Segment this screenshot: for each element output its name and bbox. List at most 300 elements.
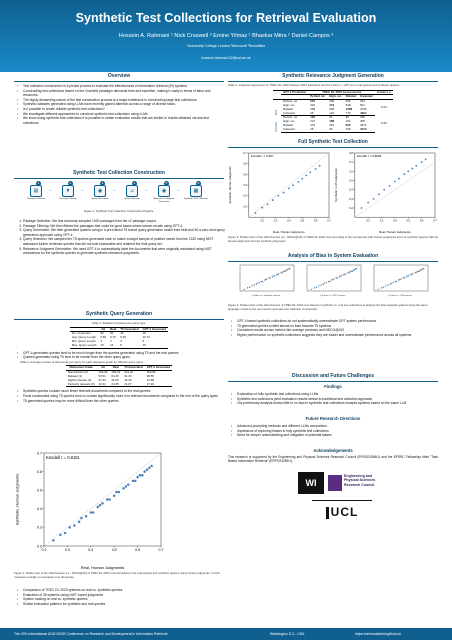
subfigure-caption: (a) Bias vs. Synthetic queries xyxy=(251,295,281,297)
table-cell: 1358 xyxy=(345,106,353,111)
data-point xyxy=(132,480,135,483)
data-point xyxy=(353,270,354,271)
table-cell: 21.88 xyxy=(146,377,154,382)
data-point xyxy=(378,193,380,195)
data-point xyxy=(274,275,275,276)
data-point xyxy=(361,207,363,209)
data-point xyxy=(297,181,299,183)
data-point xyxy=(390,284,391,285)
data-point xyxy=(407,275,408,276)
x-tick-label: 0.3 xyxy=(273,219,278,223)
data-point xyxy=(262,281,263,282)
data-point xyxy=(59,534,62,537)
kendall-annotation: Kendall τ = 0.857 xyxy=(250,154,274,159)
x-tick-label: 0.7 xyxy=(327,219,331,223)
data-point xyxy=(278,273,279,274)
data-point xyxy=(331,279,332,280)
y-tick-label: 0.2 xyxy=(37,544,42,549)
kendall-annotation: Kendall τ = 0.8151 xyxy=(46,454,80,460)
data-point xyxy=(422,269,423,270)
database-icon: ▤ xyxy=(30,185,42,197)
table-cell: 501 xyxy=(360,102,365,107)
table-cell: 597 xyxy=(310,99,316,104)
author-list: Hossein A. Rahmani ¹ Nick Craswell ² Emine Yilmaz ¹ Bhaskar Mitra ² Daniel Campos ³ xyxy=(118,33,334,39)
data-point xyxy=(283,271,284,272)
list-item: • Queries generated using T5 tend to be shorter than the other query types. xyxy=(23,355,224,360)
table-cell: 51 xyxy=(110,331,114,336)
bias-plot-llm xyxy=(370,264,430,294)
data-point xyxy=(394,181,396,183)
section-title: Synthetic Test Collection Construction xyxy=(14,169,224,179)
table-header: GPT-4 Prediction xyxy=(283,89,307,94)
pool-findings-list xyxy=(14,389,224,403)
figure-2-scatter xyxy=(14,450,164,570)
logo-text: Research Council xyxy=(344,482,375,487)
data-point xyxy=(136,476,139,479)
table-cell: 122 xyxy=(327,112,343,116)
list-item: • Constructing test collections based on the Cranfield paradigm demands time and expertise, making it costly in terms of labor and resources. xyxy=(23,89,224,98)
list-item: 1. Passage Selection: We first randomly sampled 1000 passages from the v2 passage corpus. xyxy=(23,219,228,224)
table-cell: Max. Query Length xyxy=(71,342,97,347)
x-tick-label: 0.5 xyxy=(406,219,411,223)
x-tick-label: 0.4 xyxy=(393,219,397,223)
conference-name: The 47th International ACM SIGIR Conference on Research and Development in Information Retrieval xyxy=(14,632,168,636)
list-item: • Comparison of TREC DL 2023 systems on real vs. synthetic queries xyxy=(23,588,228,593)
table-cell: Perfect. rel. xyxy=(283,115,298,120)
table-cell: 170 xyxy=(310,122,316,127)
list-item: • Synthetic datasets generated using LLMs have recently gained attention across a range of diverse tasks. xyxy=(23,102,224,107)
table-cell: Nonrelevant (0) xyxy=(67,370,88,375)
data-point xyxy=(113,495,116,498)
table-cell: 164.88 xyxy=(146,370,156,375)
x-axis-label: Real, Human Judgments xyxy=(379,230,411,234)
table-cell: 31.20 xyxy=(124,373,132,378)
robot-icon: ◉ xyxy=(158,185,170,197)
data-point xyxy=(399,279,400,280)
data-point xyxy=(287,269,288,270)
x-tick-label: 0.6 xyxy=(313,219,318,223)
table-header: Real xyxy=(109,366,122,371)
step-number: 1 xyxy=(37,181,40,185)
table-header: GPT-4 Generated xyxy=(146,365,171,370)
data-point xyxy=(414,272,415,273)
construction-steps-list xyxy=(14,219,228,256)
y-axis-label: Synthetic, Human Judgments xyxy=(14,473,20,526)
table-cell: 4 xyxy=(120,338,122,343)
construction-section xyxy=(14,169,225,256)
y-tick-label: 0.3 xyxy=(349,197,353,201)
data-point xyxy=(367,202,369,204)
data-point xyxy=(332,279,333,280)
table-cell: 25 xyxy=(308,112,327,116)
data-point xyxy=(286,270,287,271)
data-point xyxy=(148,467,151,470)
bias-plot-synthetic xyxy=(236,264,296,294)
x-tick-label: 0.3 xyxy=(379,219,384,223)
data-point xyxy=(412,273,413,274)
data-point xyxy=(352,271,353,272)
pipeline-step xyxy=(22,181,50,201)
data-point xyxy=(400,278,401,279)
bias-findings-list xyxy=(228,319,442,337)
author-url[interactable]: https://rahmanidashti.github.io/ xyxy=(355,632,402,636)
data-point xyxy=(272,199,274,201)
table-cell: 21.07 xyxy=(122,383,144,387)
table-cell: 305 xyxy=(360,119,365,124)
sponsor-logos xyxy=(298,472,438,528)
data-point xyxy=(141,474,144,477)
pipeline-diagram xyxy=(22,181,212,207)
table-cell: 770 xyxy=(344,112,358,116)
x-axis-label: Real, Human Judgments xyxy=(80,565,125,570)
ucl-logo xyxy=(312,500,372,523)
table-cell: Related xyxy=(283,122,293,127)
poster-footer xyxy=(0,628,452,640)
table-cell: 15 xyxy=(120,331,124,336)
data-point xyxy=(280,272,281,273)
data-point xyxy=(420,270,421,271)
table-caption: Table 3. Judgment agreement on TREC DL 2023 between NIST assessors and the LLM (i.e., GPT-4) on real queries and synthetic queries. xyxy=(228,83,400,87)
table-cell: 2736 xyxy=(360,106,367,111)
table-cell: 496 xyxy=(345,99,351,104)
epsrc-logo xyxy=(344,474,414,487)
table-cell: 298 xyxy=(310,106,316,111)
y-tick-label: 0.6 xyxy=(349,170,353,174)
collection-icon: ▦ xyxy=(190,185,202,197)
data-point xyxy=(337,277,338,278)
data-point xyxy=(277,274,278,275)
list-item: • We investigate different approaches to construct synthetic test collections using LLMs. xyxy=(23,112,224,117)
step-number: 3 xyxy=(101,181,104,185)
data-point xyxy=(52,539,55,542)
discussion-section xyxy=(228,372,438,438)
table-caption: Table 1. Statistics of queries per query type. xyxy=(91,321,147,325)
list-item: 3. Query Generation: We then generated queries using in a pre-trained T5 based query generation model from field and 50 a zero-shot query generation approach using GPT-4. xyxy=(23,228,228,237)
table-cell: 164 xyxy=(310,115,316,120)
data-point xyxy=(265,279,266,280)
table-cell: Min. Query Length xyxy=(71,338,96,343)
data-point xyxy=(417,271,418,272)
list-item: • T5 generated queries exhibit almost no bias towards T5 systems xyxy=(237,324,442,329)
data-point xyxy=(416,272,417,273)
data-point xyxy=(387,285,388,286)
data-point xyxy=(381,287,382,288)
step-label: Query Generation xyxy=(91,198,109,200)
relevance-grade-table xyxy=(66,365,172,387)
section-title: Overview xyxy=(14,72,224,82)
data-point xyxy=(108,498,111,501)
list-item: • GPT-4 generated queries tend to be much longer than the queries generated using T5 and the real queries xyxy=(23,351,224,356)
list-item: • Advanced prompting methods and different LLMs comparison xyxy=(237,424,442,429)
y-tick-label: 0.2 xyxy=(349,206,353,210)
logo-text: Engineering and xyxy=(344,474,373,478)
arrow-icon: → xyxy=(47,187,52,193)
query-generation-section xyxy=(14,310,224,606)
table-cell: 548 xyxy=(329,106,335,111)
list-item: 4. Query Selection: We sampled the T5 queries generated each to match a target sample of positive seeds from the 2022 using NIST assessors further reviewed queries that did not look reasonable and retained the final query set. xyxy=(23,237,228,246)
y-axis-label: Synthetic, LLM Judgments xyxy=(334,168,339,202)
subsection-title: Acknowledgements xyxy=(313,448,353,453)
y-tick-label: 0.3 xyxy=(243,194,247,198)
data-point xyxy=(68,526,71,529)
step-label: Synthetic Test Collection xyxy=(184,198,208,200)
data-point xyxy=(257,283,258,284)
data-point xyxy=(150,465,153,468)
table-cell: 150 xyxy=(360,115,365,120)
data-point xyxy=(326,282,327,283)
table-cell: 695 xyxy=(345,122,351,127)
data-point xyxy=(419,271,420,272)
section-title: Synthetic Relevance Judgment Generation xyxy=(228,72,438,82)
data-point xyxy=(311,289,312,290)
table-header: TREC DL 2023 Assessments xyxy=(308,90,375,95)
table-cell: 4964 xyxy=(358,112,375,116)
conference-location: Washington D.C., USA xyxy=(270,632,305,636)
list-item: • Synthetic queries contain much fewer relevant documents compared to the real queries xyxy=(23,389,224,394)
step-number: 4 xyxy=(133,181,136,185)
table-cell: 80 xyxy=(345,115,349,120)
kendall-annotation: Kendall τ = 0.8968 xyxy=(356,154,382,159)
data-point xyxy=(355,269,356,270)
figure-caption: Figure 4. Scatter plots of the effectiveness of TREC DL 2023 runs based on synthetic vs. real test collections to analyze the bias towards systems using the same language model as the one used to generate test collection construction. xyxy=(228,303,428,311)
acknowledgements-section xyxy=(228,448,438,519)
step-label: Passage Selection xyxy=(26,198,46,200)
list-item: • The highly demanding nature of the test construction process is a major bottleneck in constructing large test collections. xyxy=(23,98,224,103)
arrow-icon: → xyxy=(79,187,84,193)
data-point xyxy=(418,271,419,272)
data-point xyxy=(393,282,394,283)
data-point xyxy=(253,285,254,286)
list-item: • Higher performance on synthetic collections suggests they are easier and overestimate performance across all systems xyxy=(237,333,442,338)
list-item: 5. Relevance Judgment Generation: We used GPT-4 to automatically label the documents that were originally annotated using NIST annotations for the synthetic queries to generate synthetic relevance judgments. xyxy=(23,247,228,256)
data-point xyxy=(423,268,424,269)
table-header: Cohen's κ xyxy=(377,89,391,94)
data-point xyxy=(266,278,267,279)
table-cell: 24.35 xyxy=(109,383,122,387)
overview-list xyxy=(14,84,224,125)
table-cell: 2 xyxy=(110,338,112,343)
x-tick-label: 0.7 xyxy=(158,548,164,553)
data-point xyxy=(323,284,324,285)
table-cell: 25 xyxy=(308,128,327,132)
data-point xyxy=(277,195,279,197)
data-point xyxy=(415,165,417,167)
table-header: Real xyxy=(110,326,117,331)
table-cell: 22.31 xyxy=(97,383,110,387)
subfigure-caption: (b) Bias vs. T5/T5 queries xyxy=(320,295,346,297)
plot-area xyxy=(355,153,435,217)
data-point xyxy=(404,277,405,278)
data-point xyxy=(261,281,262,282)
x-tick-label: 0.2 xyxy=(366,219,370,223)
table-cell: High. rel. xyxy=(283,102,295,107)
data-point xyxy=(285,271,286,272)
data-point xyxy=(319,165,321,167)
query-findings-list xyxy=(14,351,224,360)
list-item: • We show using synthetic test collections it is possible to obtain evaluation results that are similar to results obtained via real test collections. xyxy=(23,116,224,125)
data-point xyxy=(425,159,427,161)
list-item: • Pools constructed using T5 queries tend to contain significantly more non-relevant documents compared to the rest of the query types xyxy=(23,394,224,399)
data-point xyxy=(343,274,344,275)
data-point xyxy=(267,203,269,205)
table-cell: 301 xyxy=(329,122,335,127)
findings-list xyxy=(228,392,442,406)
section-title: Discussion and Future Challenges xyxy=(228,372,438,382)
table-header: GPT-4 Generated xyxy=(142,326,167,331)
data-point xyxy=(344,274,345,275)
y-tick-label: 0.6 xyxy=(243,162,247,166)
data-point xyxy=(403,173,405,175)
y-tick-label: 0.4 xyxy=(243,184,247,188)
pipeline-step xyxy=(86,181,114,201)
pipeline-step xyxy=(118,181,146,201)
table-header xyxy=(273,95,281,100)
data-point xyxy=(336,277,337,278)
data-point xyxy=(349,272,350,273)
table-cell: 6 xyxy=(142,338,145,343)
data-point xyxy=(410,274,411,275)
data-point xyxy=(272,276,273,277)
data-point xyxy=(328,281,329,282)
data-point xyxy=(283,192,285,194)
table-cell: 473 xyxy=(329,102,335,107)
x-tick-label: 0.3 xyxy=(64,548,70,553)
data-point xyxy=(101,502,104,505)
data-point xyxy=(378,289,379,290)
data-point xyxy=(261,207,263,209)
data-point xyxy=(73,524,76,527)
y-tick-label: 0.4 xyxy=(349,188,353,192)
bias-plot-t5 xyxy=(303,264,363,294)
arrow-icon: → xyxy=(111,187,116,193)
data-point xyxy=(273,275,274,276)
data-point xyxy=(391,283,392,284)
table-cell: Perfectly relevant (3) xyxy=(67,381,95,386)
table-cell: 51 xyxy=(329,115,333,120)
x-tick-label: 0.2 xyxy=(41,548,47,553)
data-point xyxy=(385,285,386,286)
filter-icon: ▼ xyxy=(62,185,74,197)
table-cell: 648 xyxy=(345,102,351,107)
affiliations: ¹University College London ²Microsoft ³Snowflake xyxy=(186,44,266,48)
data-point xyxy=(305,175,307,177)
data-point xyxy=(398,178,400,180)
data-point xyxy=(396,281,397,282)
table-cell: 15 xyxy=(141,344,168,348)
figure-3b-scatter xyxy=(334,150,438,234)
table-cell: 82 xyxy=(100,331,104,336)
table-header: Relevance Grade xyxy=(66,366,97,371)
table-cell: 168 xyxy=(344,128,358,132)
comparison-list xyxy=(14,588,228,606)
step-number: 5 xyxy=(165,181,168,185)
data-point xyxy=(383,287,384,288)
figure-caption: Figure 1. Synthetic Test Collection Construction Pipeline. xyxy=(83,209,155,213)
table-cell: 16 xyxy=(142,331,146,336)
data-point xyxy=(106,498,109,501)
figure-caption: Figure 2. Scatter plot of the effectiveness (i.e., NDCG@10) of TREC DL 2023 runs according to the real queries and synthetic queries using human judgments. In both measures a single run averaged over all queries. xyxy=(14,571,220,579)
data-point xyxy=(115,491,118,494)
data-point xyxy=(269,277,270,278)
data-point xyxy=(314,287,315,288)
list-item: • Evaluation of 35 systems using NIST expert judgments xyxy=(23,593,228,598)
list-item: • Importance of exploring biases in fully synthetic test collections xyxy=(237,429,442,434)
data-point xyxy=(345,273,346,274)
contact-email[interactable]: hossein.rahmani.22@ucl.ac.uk xyxy=(201,56,251,60)
table-cell: 322 xyxy=(310,102,316,107)
group-label: Real xyxy=(275,110,279,116)
table-header: All xyxy=(98,327,108,332)
y-tick-label: 0.6 xyxy=(37,469,42,474)
x-tick-label: 0.6 xyxy=(135,548,141,553)
table-row xyxy=(66,383,172,387)
bias-plots xyxy=(228,264,438,300)
table-header: Related xyxy=(345,94,357,99)
plot-area xyxy=(44,453,161,546)
step-label: Query Selection xyxy=(124,198,140,200)
table-cell: 38.55 xyxy=(146,373,154,378)
table-cell: 5.76 xyxy=(110,335,116,340)
list-item: • Similar evaluation patterns for synthetic and real queries xyxy=(23,602,228,607)
data-point xyxy=(282,272,283,273)
list-item: • Synthetic test collections yield evaluation results similar to traditional test collection approach xyxy=(237,397,442,402)
y-axis-label: Synthetic, Human Judgments xyxy=(228,166,233,204)
table-cell: High. rel. xyxy=(283,119,295,124)
subfigure-caption: (c) Bias vs. LLM queries xyxy=(388,295,412,297)
section-title: Synthetic Query Generation xyxy=(14,310,224,320)
x-axis-label: Real, Human Judgments xyxy=(273,230,305,234)
table-cell: 324 xyxy=(360,99,365,104)
data-point xyxy=(249,287,250,288)
data-point xyxy=(270,277,271,278)
data-point xyxy=(329,281,330,282)
y-tick-label: 0.4 xyxy=(37,507,42,512)
data-point xyxy=(373,198,375,200)
data-point xyxy=(78,521,81,524)
table-cell: 2 xyxy=(100,338,103,343)
wi-logo: WI xyxy=(298,472,324,494)
list-item: • Consistent results across metrics like average precision and NDCG@100 xyxy=(237,328,442,333)
table-cell: 5.49 xyxy=(120,335,126,340)
data-point xyxy=(347,272,348,273)
pipeline-step xyxy=(54,181,82,201)
table-header: All xyxy=(97,366,110,371)
data-point xyxy=(289,268,290,269)
query-stats-table xyxy=(70,327,168,349)
table-cell: Irrelevant xyxy=(281,112,308,116)
list-item: • Is it possible to create reliable synthetic test collections? xyxy=(23,107,224,112)
table-header: T5 Generated xyxy=(120,326,139,331)
data-point xyxy=(408,275,409,276)
table-cell: 27.54 xyxy=(98,377,106,382)
table-cell: 17.94 xyxy=(145,383,172,387)
data-point xyxy=(125,485,128,488)
table-row xyxy=(70,344,168,348)
list-item: • System ranking on real vs. synthetic queries xyxy=(23,597,228,602)
step-number: 6 xyxy=(197,181,200,185)
data-point xyxy=(259,282,260,283)
table-cell: 15 xyxy=(98,344,108,348)
table-cell: 10.72 xyxy=(142,335,150,340)
table-cell: 64.15 xyxy=(111,373,119,378)
table-cell: Related (1) xyxy=(67,373,83,378)
data-point xyxy=(316,287,317,288)
kappa-value: 0.24 xyxy=(381,105,387,110)
data-point xyxy=(288,269,289,270)
y-tick-label: 0.5 xyxy=(37,488,42,493)
table-cell: 6.84 xyxy=(100,335,107,340)
table-cell: 1871 xyxy=(360,122,367,127)
